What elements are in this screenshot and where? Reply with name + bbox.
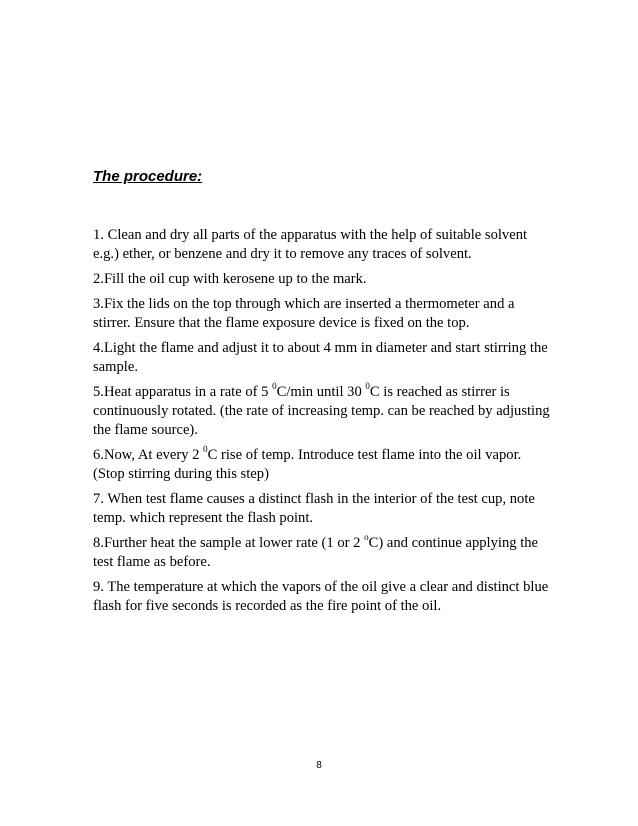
- section-heading: The procedure:: [93, 168, 203, 185]
- page-number: 8: [316, 760, 322, 771]
- procedure-step: [93, 339, 553, 377]
- procedure-step: [93, 490, 553, 528]
- degree-superscript: 0: [365, 381, 370, 392]
- step-text: 9. The temperature at which the vapors of the oil give a clear and distinct blue flash for five seconds is recorded as the fire point of the oil.: [93, 579, 549, 614]
- step-text: 7. When test flame causes a distinct flash in the interior of the test cup, note temp. which represent the flash point.: [93, 491, 535, 526]
- procedure-step: [93, 226, 553, 264]
- procedure-step: [93, 295, 553, 333]
- step-text: 5.Heat apparatus in a rate of 5: [93, 384, 273, 400]
- step-text: 1. Clean and dry all parts of the apparatus with the help of suitable solvent e.g.) ether, or benzene and dry it to remove any traces of solvent.: [93, 227, 528, 262]
- step-text: C/min until 30: [276, 384, 366, 400]
- degree-superscript: 0: [272, 381, 277, 392]
- degree-superscript: o: [364, 532, 369, 543]
- procedure-step: [93, 383, 553, 440]
- step-text: 8.Further heat the sample at lower rate (1 or 2: [93, 535, 365, 551]
- step-text: C) and continue applying the test flame as before.: [93, 535, 539, 570]
- degree-superscript: 0: [203, 444, 208, 455]
- step-text: 3.Fix the lids on the top through which are inserted a thermometer and a stirrer. Ensure that the flame exposure device is fixed on the top.: [93, 296, 515, 331]
- procedure-steps: [93, 226, 553, 622]
- procedure-step: [93, 534, 553, 572]
- procedure-step: [93, 270, 553, 289]
- step-text: C is reached as stirrer is continuously rotated. (the rate of increasing temp. can be reached by adjusting the flame source).: [93, 384, 550, 438]
- procedure-step: [93, 446, 553, 484]
- step-text: 2.Fill the oil cup with kerosene up to the mark.: [93, 271, 367, 287]
- step-text: C rise of temp. Introduce test flame into the oil vapor. (Stop stirring during this step): [93, 447, 522, 482]
- procedure-step: [93, 578, 553, 616]
- step-text: 6.Now, At every 2: [93, 447, 204, 463]
- step-text: 4.Light the flame and adjust it to about 4 mm in diameter and start stirring the sample.: [93, 340, 548, 375]
